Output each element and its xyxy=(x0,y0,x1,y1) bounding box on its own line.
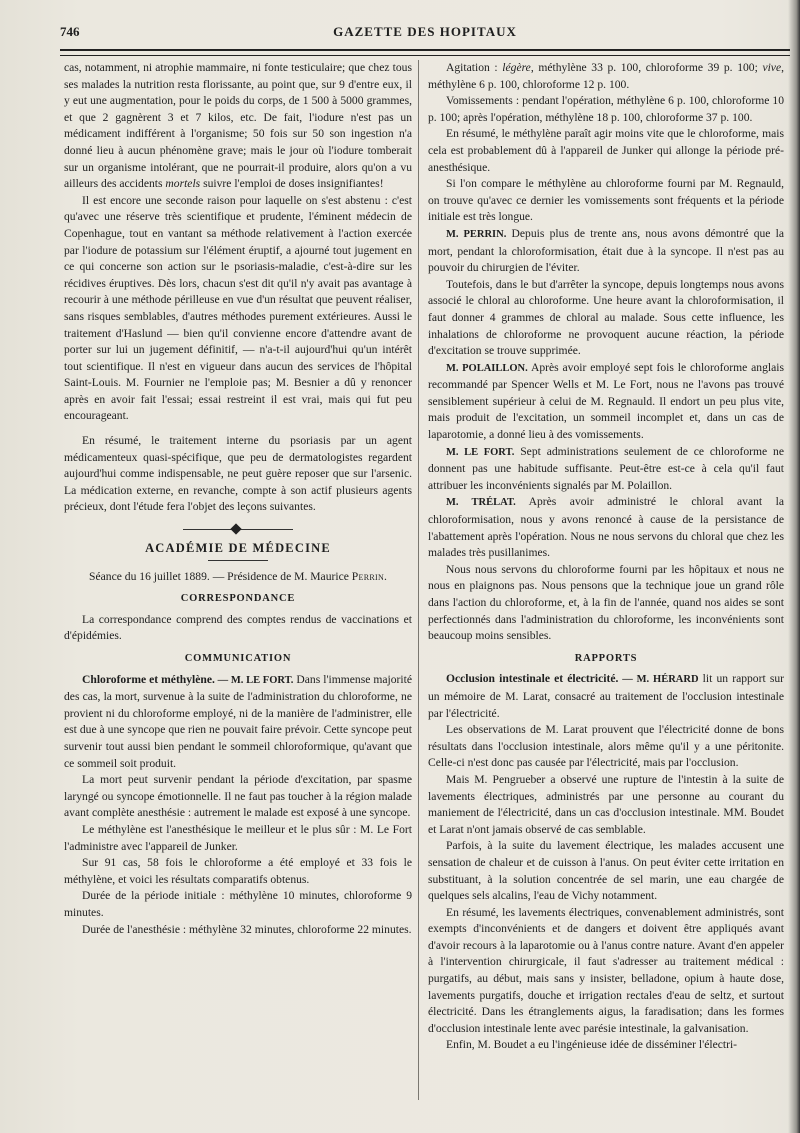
paragraph: M. POLAILLON. Après avoir employé sept fois le chloroforme anglais recommandé par Spencer Wells et M. Le Fort, nous ne l'avons pas trouvé sensiblement supérieur à celui de M. Regnauld. Il endort un peu plus vite, mais produit de l'excitation, un sommeil incomplet et, dans un cas de laparotomie, a donné lieu à des vomissements. xyxy=(428,360,784,442)
paragraph: M. TRÉLAT. Après avoir administré le chloral avant la chloroformisation, nous y avons renoncé à cause de la persistance de l'abattement après l'opération. Nous ne nous servons du chloral que chez les malades très pusillanimes. xyxy=(428,495,784,560)
paragraph: Le méthylène est l'anesthésique le meilleur et le plus sûr : M. Le Fort l'administre avec l'appareil de Junker. xyxy=(64,822,412,853)
paragraph: M. PERRIN. Depuis plus de trente ans, nous avons démontré que la mort, pendant la chloroformisation, était due à la syncope. Il n'est pas au pouvoir du chirurgien de l'éviter. xyxy=(428,226,784,275)
paragraph: Durée de la période initiale : méthylène 10 minutes, chloroforme 9 minutes. xyxy=(64,889,412,919)
paragraph: Vomissements : pendant l'opération, méthylène 6 p. 100, chloroforme 10 p. 100; après l'opération, méthylène 18 p. 100, chloroforme 37 p. 100. xyxy=(428,94,784,124)
paragraph: cas, notamment, ni atrophie mammaire, ni fonte testiculaire; que chez tous ses malades la nutrition resta florissante, au point que, sur 9 d'entre eux, il y eut une augmentation, pour le poids du corps, de 1 500 à 5000 grammes, et que 2 gagnèrent 3 et 7 kilos, etc. De fait, l'iodure n'est pas un médicament indifférent à l'organisme; 50 fois sur 50 son ingestion n'a donné lieu à aucun phénomène grave; mais le jour où l'iodure tomberait sur un organisme intolérant, que ne pourrait-il produire, alors qu'on a vu ailleurs des accidents mortels suivre l'emploi de doses insignifiantes! xyxy=(64,61,412,191)
paragraph: La mort peut survenir pendant la période d'excitation, par spasme laryngé ou syncope émotionnelle. Il ne faut pas toucher à la région malade avant complète anesthésie : autrement le malade est exposé à une syncope. xyxy=(64,773,412,820)
paragraph: Sur 91 cas, 58 fois le chloroforme a été employé et 33 fois le méthylène, et voici les résultats comparatifs obtenus. xyxy=(64,856,412,886)
paragraph: Nous nous servons du chloroforme fourni par les hôpitaux et nous ne nous en plaignons pas. Nous pensons que la technique joue un grand rôle dans l'action du chloroforme, et, à la fin de l'année, quand nos aides se sont perfectionnés dans l'administration du chloroforme, les inconvénients sont beaucoup moins sensibles. xyxy=(428,562,784,643)
page-edge-shadow xyxy=(788,0,800,1133)
section-rule xyxy=(208,560,268,561)
paragraph: Chloroforme et méthylène. — M. LE FORT. Dans l'immense majorité des cas, la mort, survenue à la suite de l'administration du chloroforme, ne provient ni du chloroforme employé, ni de la manière de l'administrer, elle est due à une syncope que rien ne pouvait faire prévoir. Cette syncope peut survenir tout aussi bien pendant le sommeil chloroformique, qu'avant que ce sommeil soit produit. xyxy=(64,672,412,770)
header-rule xyxy=(60,49,790,56)
page-number: 746 xyxy=(60,24,80,39)
paragraph: En résumé, le méthylène paraît agir moins vite que le chloroforme, mais cela est probablement dû à l'appareil de Junker qui allonge la période pré-anesthésique. xyxy=(428,127,784,174)
paragraph: Parfois, à la suite du lavement électrique, les malades accusent une sensation de chaleur et de cuisson à l'anus. On peut éviter cette irritation en substituant, à la solution concentrée de sel marin, une eau chargée de quelques sels alcalins, l'eau de Vichy notamment. xyxy=(428,839,784,903)
right-column xyxy=(428,60,784,1054)
paragraph: Agitation : légère, méthylène 33 p. 100, chloroforme 39 p. 100; vive, méthylène 6 p. 100, chloroforme 12 p. 100. xyxy=(428,61,785,91)
paragraph: La correspondance comprend des comptes rendus de vaccinations et d'épidémies. xyxy=(64,612,412,643)
paragraph: Les observations de M. Larat prouvent que l'électricité donne de bons résultats dans l'occlusion intestinale, alors même qu'il y a une péritonite. Celle-ci n'est donc pas causée par l'électricité, mais par l'occlusion. xyxy=(428,723,784,770)
paragraph: Durée de l'anesthésie : méthylène 32 minutes, chloroforme 22 minutes. xyxy=(82,922,412,936)
paragraph: M. LE FORT. Sept administrations seulement de ce chloroforme ne donnent pas une habitude suffisante. Peut-être est-ce à cela qu'il faut attribuer les inconvénients signalés par M. Polaillon. xyxy=(428,444,785,492)
seance-line: Séance du 16 juillet 1889. — Présidence de M. Maurice Perrin. xyxy=(89,569,387,583)
paragraph: Il est encore une seconde raison pour laquelle on s'est abstenu : c'est qu'avec une réserve très scientifique et prudente, l'éminent médecin de Copenhague, tout en vantant sa méthode relativement à l'action exercée par l'iodure de potassium sur l'élément éruptif, a ajourné tout jugement en ce qui concerne son action sur le psoriasis-maladie, c'est-à-dire sur les récidives éruptives. Dès lors, chacun s'est dit qu'il n'y avait pas avantage à recourir à une méthode périlleuse en vue d'un résultat que peuvent réaliser, sans risques semblables, d'autres méthodes purement extérieures. Aussi le traitement d'Haslund — bien qu'il convienne encore d'attendre avant de porter sur lui un jugement définitif, — n'a-t-il aujourd'hui qu'un intérêt tout scientifique. Il n'est en vigueur dans aucun des services de l'hôpital Saint-Louis. M. Fournier ne l'emploie pas; M. Besnier a dû y renoncer après en avoir fait l'essai; essai restreint il est vrai, mais qui fut peu encourageant. xyxy=(64,193,412,423)
paragraph: Mais M. Pengrueber a observé une rupture de l'intestin à la suite de lavements électriques, administrés par une personne au courant du maniement de l'électricité, dans un cas d'occlusion intestinale. MM. Boudet et Larat n'ont jamais observé de cas semblable. xyxy=(428,772,784,836)
column-divider xyxy=(418,60,419,1100)
section-ornament xyxy=(183,524,293,534)
rapports-heading: RAPPORTS xyxy=(574,652,638,664)
paragraph: En résumé, le traitement interne du psoriasis par un agent médicamenteux quasi-spécifique, que peu de dermatologistes regardent aujourd'hui comme indispensable, ne peut guère reposer que sur l'arsenic. La médication externe, en revanche, compte à son actif plusieurs agents précieux, dont l'étude fera l'objet des leçons suivantes. xyxy=(64,434,412,514)
paragraph: Si l'on compare le méthylène au chloroforme fourni par M. Regnauld, on trouve qu'avec ce dernier les vomissements sont fréquents et la période initiale est très longue. xyxy=(428,177,784,224)
paragraph: Occlusion intestinale et électricité. — M. HÉRARD lit un rapport sur un mémoire de M. Larat, consacré au traitement de l'occlusion intestinale par l'électricité. xyxy=(428,672,784,720)
correspondance-heading: CORRESPONDANCE xyxy=(180,593,296,605)
page-header xyxy=(60,20,790,46)
left-column xyxy=(64,60,412,938)
communication-heading: COMMUNICATION xyxy=(184,653,292,664)
journal-title: GAZETTE DES HOPITAUX xyxy=(333,24,517,39)
paragraph: Enfin, M. Boudet a eu l'ingénieuse idée de disséminer l'électri- xyxy=(446,1038,738,1052)
paragraph: En résumé, les lavements électriques, convenablement administrés, sont exempts d'inconvénients et de dangers et doivent être appliqués avant d'avoir recours à la laparotomie ou à l'anus contre nature. Avant d'en appeler à l'intervention chirurgicale, il faut s'adresser au traitement médical : purgatifs, au début, mais sans y insister, belladone, opium à haute dose, lavements purgatifs, douche et irrigation rectales d'eau de seltz, et surtout électricité. Dans les étranglements aigus, la faradisation; dans les formes d'occlusion intestinale lente avec parésie intestinale, la galvanisation. xyxy=(428,905,784,1035)
academy-title: ACADÉMIE DE MÉDECINE xyxy=(145,541,331,556)
paragraph: Toutefois, dans le but d'arrêter la syncope, depuis longtemps nous avons associé le chloral au chloroforme. Une heure avant la chloroformisation, il faut donner 4 grammes de chloral au malade. Sous cette influence, les inhalations de chloroforme ne provoquent aucune réaction, la période d'excitation se trouve supprimée. xyxy=(428,277,784,358)
